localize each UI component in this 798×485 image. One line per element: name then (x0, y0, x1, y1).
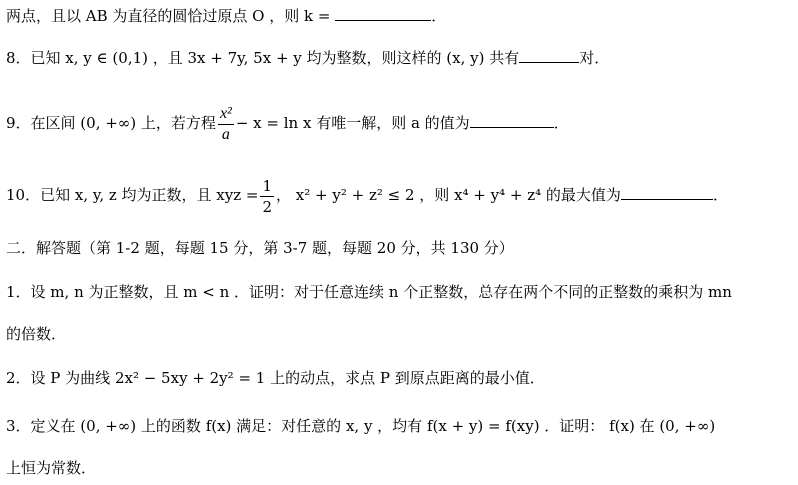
problem-10 (6, 172, 728, 218)
problem-answer-2: 2．设 P 为曲线 2x² − 5xy + 2y² = 1 上的动点，求点 P 到原点距离的最小值． (6, 369, 545, 387)
answer-blank (470, 113, 554, 128)
answer-blank (519, 48, 579, 63)
fraction-numerator: 1 (262, 176, 273, 195)
problem-9-suffix: − x = ln x 有唯一解，则 a 的值为 (235, 114, 470, 132)
problem-answer-3-cont: 上恒为常数． (6, 459, 97, 477)
section-header: 二．解答题（第 1-2 题，每题 15 分，第 3-7 题，每题 20 分，共 130 分） (6, 239, 514, 257)
problem-7-tail (6, 6, 446, 26)
fraction-denominator: a (221, 125, 230, 143)
problem-9-end: ． (553, 114, 569, 132)
problem-7-text: 两点，且以 AB 为直径的圆恰过原点 O ，则 k = (6, 7, 336, 25)
problem-10-suffix: ， x² + y² + z² ≤ 2 ，则 x⁴ + y⁴ + z⁴ 的最大值为 (276, 186, 621, 204)
problem-answer-3: 3．定义在 (0, +∞) 上的函数 f(x) 满足：对任意的 x, y ，均有 f(x + y) = f(xy) ．证明： f(x) 在 (0, +∞) (6, 417, 716, 435)
fraction (260, 176, 274, 217)
fraction-numerator: x² (218, 104, 234, 125)
fraction (218, 104, 234, 145)
problem-9 (6, 100, 569, 146)
problem-answer-1-cont: 的倍数． (6, 325, 67, 343)
problem-10-prefix: 10．已知 x, y, z 均为正数，且 xyz = (6, 186, 259, 204)
problem-8-text: 8．已知 x, y ∈ (0,1) ，且 3x + 7y, 5x + y 均为整数，则这样的 (x, y) 共有 (6, 49, 520, 67)
problem-10-end: ． (712, 186, 728, 204)
problem-answer-1: 1．设 m, n 为正整数，且 m < n ．证明：对于任意连续 n 个正整数，总存在两个不同的正整数的乘积为 mn (6, 283, 732, 301)
problem-7-end: ． (431, 7, 447, 25)
answer-blank (335, 6, 431, 21)
answer-blank (621, 185, 713, 200)
fraction-denominator: 2 (262, 197, 273, 216)
problem-9-prefix: 9．在区间 (0, +∞) 上，若方程 (6, 114, 216, 132)
problem-8 (6, 48, 609, 68)
problem-8-end: 对． (579, 49, 610, 67)
